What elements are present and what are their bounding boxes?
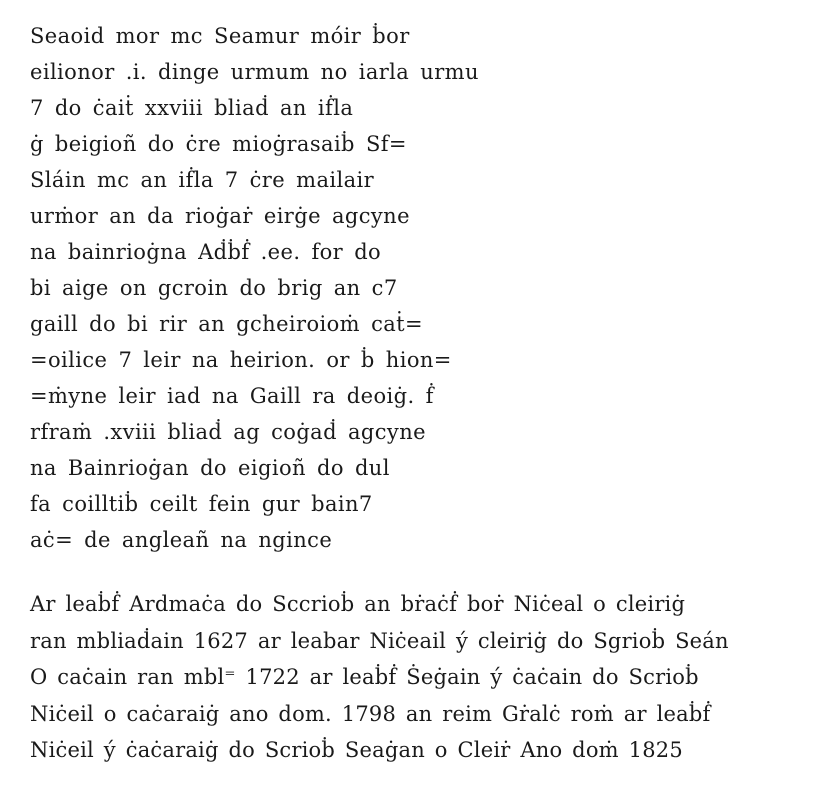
entry-one-line: fa coilltiḃ ceilt fein gur bain7: [30, 492, 373, 516]
entry-one-line: eilionor .i. dinge urmum no iarla urmu: [30, 60, 479, 84]
entry-one-line: aċ= de angleañ na ngince: [30, 528, 333, 552]
entry-one-line: Seaoid mor mc Seamur móir ḃor: [30, 24, 410, 48]
entry-one-line: Sláin mc an iḟla 7 ċre mailair: [30, 168, 375, 192]
entry-two-line: Ar leaḃḟ Ardmaċa do Sccrioḃ an bṙaċḟ boṙ Niċeal o cleiriġ: [30, 592, 686, 616]
entry-two: [30, 586, 830, 769]
entry-one-line: na bainrioġna Aḋḃḟ .ee. for do: [30, 240, 382, 264]
entry-one-line: =oilice 7 leir na heirion. or ḃ hion=: [30, 348, 452, 372]
entry-one-line: urṁor an da rioġaṙ eirġe agcyne: [30, 204, 410, 228]
entry-one-line: =ṁyne leir iad na Gaill ra deoiġ. ḟ: [30, 384, 434, 408]
entry-one-line: rfraṁ .xviii bliaḋ ag coġaḋ agcyne: [30, 420, 426, 444]
entry-one: [30, 18, 479, 558]
entry-one-line: gaill do bi rir an gcheiroioṁ caṫ=: [30, 312, 423, 336]
entry-one-line: ġ beigioñ do ċre mioġrasaiḃ Sf=: [30, 132, 407, 156]
entry-two-line: Niċeil ý ċaċaraiġ do Scrioḃ Seaġan o Cleiṙ Ano doṁ 1825: [30, 738, 683, 762]
entry-two-line: O caċain ran mbl⁼ 1722 ar leaḃḟ Ṡeġain ý ċaċain do Scrioḃ: [30, 665, 699, 689]
entry-two-line: ran mbliaḋain 1627 ar leabar Niċeail ý cleiriġ do Sgrioḃ Seán: [30, 628, 729, 653]
entry-one-line: 7 do ċaiṫ xxviii bliaḋ an iḟla: [30, 96, 354, 120]
entry-two-line: Niċeil o caċaraiġ ano dom. 1798 an reim Gṙalċ roṁ ar leaḃḟ: [30, 701, 711, 726]
entry-one-line: bi aige on gcroin do brig an c7: [30, 276, 398, 300]
entry-one-line: na Bainrioġan do eigioñ do dul: [30, 456, 390, 480]
